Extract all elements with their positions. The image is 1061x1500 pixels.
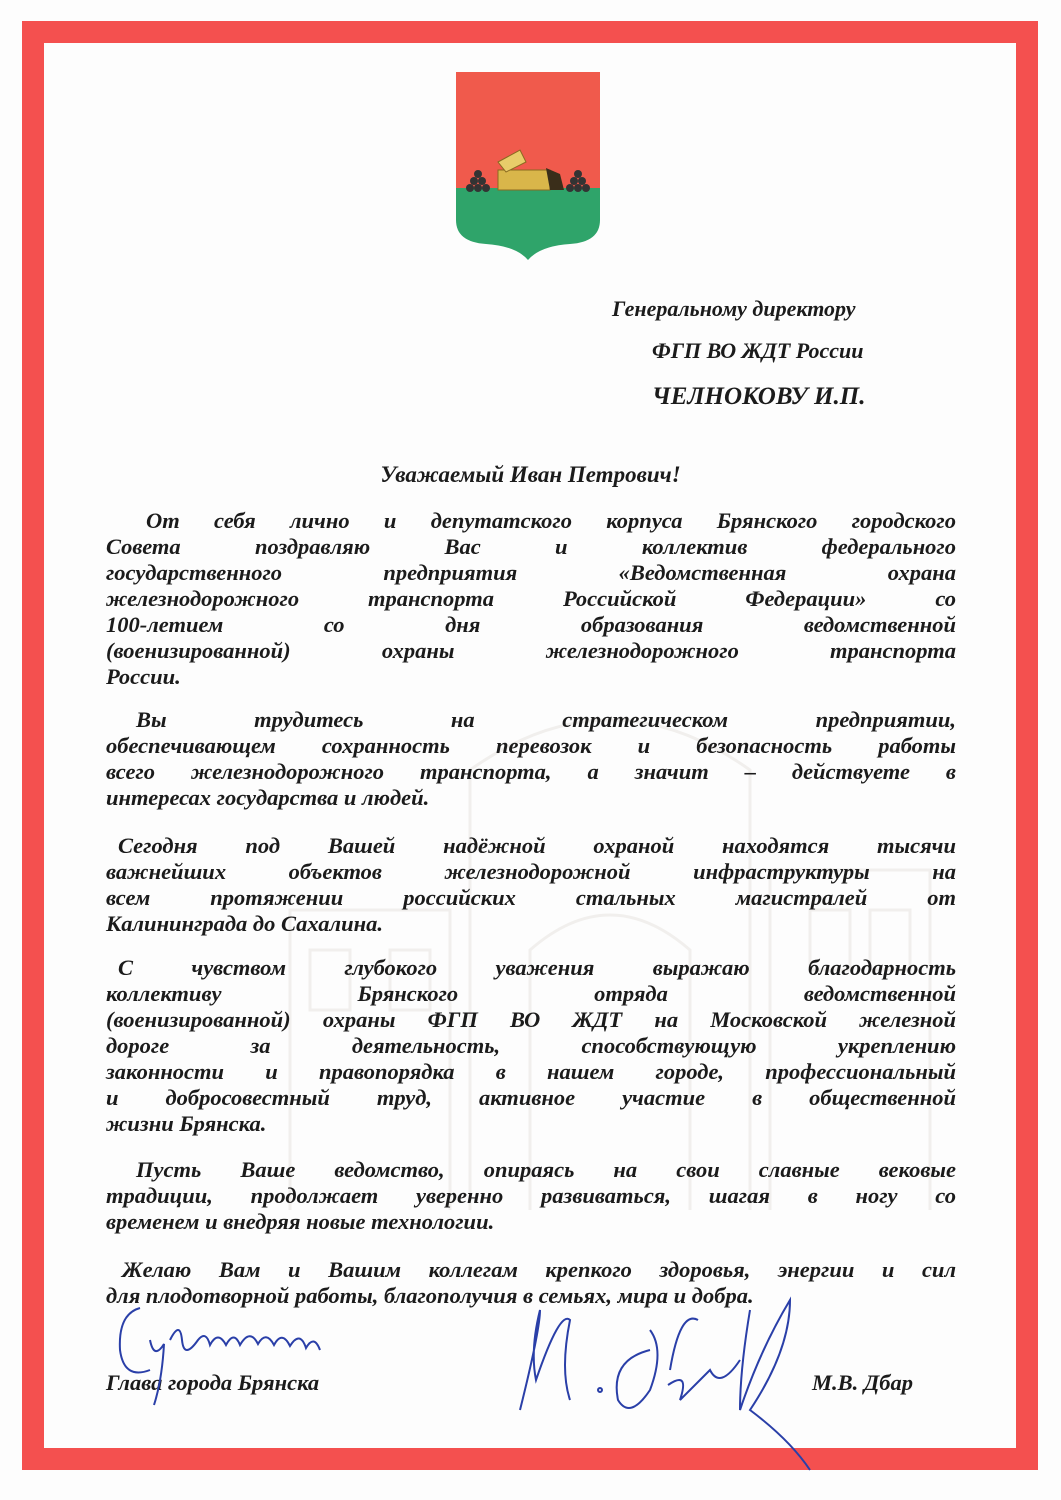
paragraph-line: всем протяжении российских стальных магистралей от xyxy=(106,885,956,910)
greeting: Уважаемый Иван Петрович! xyxy=(380,462,681,487)
paragraph-line: России. xyxy=(106,664,181,689)
paragraph-line: коллективу Брянского отряда ведомственной xyxy=(106,981,956,1006)
handwritten-signature xyxy=(500,1290,830,1480)
addressee-title: Генеральному директору xyxy=(612,296,856,321)
paragraph-line: От себя лично и депутатского корпуса Брянского городского xyxy=(146,508,956,533)
paragraph-line: традиции, продолжает уверенно развиваться, шагая в ногу со xyxy=(106,1183,956,1208)
paragraph-line: и добросовестный труд, активное участие в общественной xyxy=(106,1085,956,1110)
paragraph xyxy=(106,508,956,690)
paragraph xyxy=(106,955,956,1137)
paragraph-line: (военизированной) охраны ФГП ВО ЖДТ на Московской железной xyxy=(106,1007,956,1032)
paragraph-line: Калининграда до Сахалина. xyxy=(106,911,383,936)
paragraph-line: железнодорожного транспорта Российской Федерации» со xyxy=(106,586,956,611)
paragraph-line: законности и правопорядка в нашем городе, профессиональный xyxy=(106,1059,956,1084)
bryansk-coat-of-arms xyxy=(454,70,602,262)
paragraph-line: всего железнодорожного транспорта, а значит – действуете в xyxy=(106,759,956,784)
paragraph-line: (военизированной) охраны железнодорожного транспорта xyxy=(106,638,956,663)
paragraph-line: важнейших объектов железнодорожной инфраструктуры на xyxy=(106,859,956,884)
paragraph-line: государственного предприятия «Ведомственная охрана xyxy=(106,560,956,585)
handwritten-closing-signature xyxy=(110,1300,350,1410)
paragraph xyxy=(106,833,956,937)
signatory-name: М.В. Дбар xyxy=(812,1370,913,1395)
paragraph-line: 100-летием со дня образования ведомственной xyxy=(106,612,956,637)
paragraph-line: Сегодня под Вашей надёжной охраной находятся тысячи xyxy=(118,833,956,858)
paragraph-line: временем и внедряя новые технологии. xyxy=(106,1209,495,1234)
signatory-position: Глава города Брянска xyxy=(106,1370,320,1395)
paragraph-line: интересах государства и людей. xyxy=(106,785,430,810)
paragraph-line: обеспечивающем сохранность перевозок и безопасность работы xyxy=(106,733,956,758)
paragraph-line: Совета поздравляю Вас и коллектив федерального xyxy=(106,534,956,559)
paragraph-line: жизни Брянска. xyxy=(106,1111,267,1136)
paragraph-line: дороге за деятельность, способствующую укреплению xyxy=(106,1033,956,1058)
paragraph-line: для плодотворной работы, благополучия в семьях, мира и добра. xyxy=(106,1283,754,1308)
paragraph-line: Пусть Ваше ведомство, опираясь на свои славные вековые xyxy=(136,1157,956,1182)
paragraph-line: Желаю Вам и Вашим коллегам крепкого здоровья, энергии и сил xyxy=(122,1257,956,1282)
paragraph-line: Вы трудитесь на стратегическом предприятии, xyxy=(136,707,956,732)
addressee-name: ЧЕЛНОКОВУ И.П. xyxy=(652,383,866,410)
paragraph xyxy=(106,1157,956,1235)
paragraph xyxy=(106,707,956,811)
paragraph-line: С чувством глубокого уважения выражаю благодарность xyxy=(118,955,956,980)
addressee-organization: ФГП ВО ЖДТ России xyxy=(652,338,864,363)
